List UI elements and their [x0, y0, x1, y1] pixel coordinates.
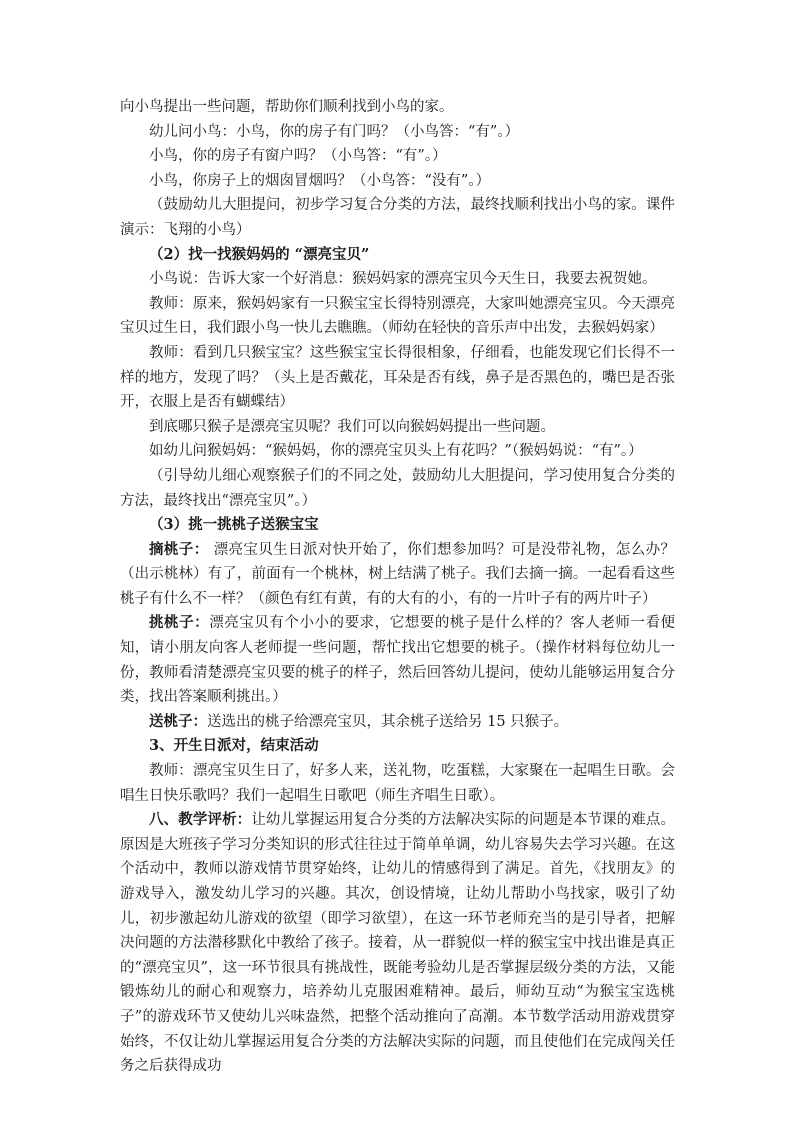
- paragraph-teacher-1: 教师：原来，猴妈妈家有一只猴宝宝长得特别漂亮，大家叫她漂亮宝贝。今天漂亮宝贝过生日，我们跟小鸟一快儿去瞧瞧。（师幼在轻快的音乐声中出发，去猴妈妈家）: [120, 295, 675, 337]
- paragraph-choose-peach: [120, 611, 675, 709]
- text-choose-peach: 漂亮宝贝有个小小的要求，它想要的桃子是什么样的？客人老师一看便知，请小朋友向客人老师提一些问题，帮忙找出它想要的桃子。（操作材料每位幼儿一份，教师看清楚漂亮宝贝要的桃子的样子，然后回答幼儿提问，使幼儿能够运用复合分类，找出答案顺利挑出。）: [120, 615, 676, 706]
- text-evaluation: 让幼儿掌握运用复合分类的方法解决实际的问题是本节课的难点。原因是大班孩子学习分类知识的形式往往过于简单单调，幼儿容易失去学习兴趣。在这个活动中，教师以游戏情节贯穿始终，让幼儿的情感得到了满足。首先，《找朋友》的游戏导入，激发幼儿学习的兴趣。其次，创设情境，让幼儿帮助小鸟找家，吸引了幼儿，初步激起幼儿游戏的欲望（即学习欲望），在这一环节老师充当的是引导者，把解决问题的方法潜移默化中教给了孩子。接着，从一群貌似一样的猴宝宝中找出谁是真正的“漂亮宝贝”，这一环节很具有挑战性，既能考验幼儿是否掌握层级分类的方法，又能锻炼幼儿的耐心和观察力，培养幼儿克服困难精神。最后，师幼互动“为猴宝宝选桃子”的游戏环节又使幼儿兴味盎然，把整个活动推向了高潮。本节数学活动用游戏贯穿始终，不仅让幼儿掌握运用复合分类的方法解决实际的问题，而且使他们在完成闯关任务之后获得成功: [120, 812, 676, 1075]
- paragraph-pick-peach: [120, 538, 675, 612]
- lead-pick-peach: 摘桃子：: [149, 540, 209, 558]
- lead-choose-peach: 挑桃子：: [149, 614, 210, 632]
- paragraph-question-chimney: 小鸟，你房子上的烟囱冒烟吗？（小鸟答：“没有”。）: [149, 172, 491, 189]
- paragraph-evaluation: [120, 808, 675, 1079]
- paragraph-teacher-party: 教师：漂亮宝贝生日了，好多人来，送礼物，吃蛋糕，大家聚在一起唱生日歌。会唱生日快乐歌吗？我们一起唱生日歌吧（师生齐唱生日歌）。: [120, 763, 675, 804]
- paragraph-question-door: 幼儿问小鸟：小鸟，你的房子有门吗？（小鸟答：“有”。）: [149, 123, 520, 140]
- paragraph-ask-mother: 如幼儿问猴妈妈：“猴妈妈，你的漂亮宝贝头上有花吗？”（猴妈妈说：“有”。）: [149, 443, 643, 460]
- paragraph-teacher-2: 教师：看到几只猴宝宝？这些猴宝宝长得很相象，仔细看，也能发现它们长得不一样的地方，发现了吗？（头上是否戴花，耳朵是否有线，鼻子是否黑色的，嘴巴是否张开，衣服上是否有蝴蝶结）: [120, 344, 675, 411]
- section-heading-party: 3、开生日派对，结束活动: [149, 737, 319, 755]
- paragraph-note-monkey: （引导幼儿细心观察猴子们的不同之处，鼓励幼儿大胆提问，学习使用复合分类的方法，最终找出“漂亮宝贝”。）: [120, 467, 675, 509]
- section-heading-2: （2）找一找猴妈妈的 “漂亮宝贝”: [149, 245, 370, 263]
- text-pick-peach: 漂亮宝贝生日派对快开始了，你们想参加吗？可是没带礼物，怎么办？（出示桃林）有了，前面有一个桃林，树上结满了桃子。我们去摘一摘。一起看看这些桃子有什么不一样？（颜色有红有黄，有的大有的小，有的一片叶子有的两片叶子）: [120, 541, 676, 607]
- paragraph-give-peach: [120, 710, 675, 735]
- paragraph-question-window: 小鸟，你的房子有窗户吗？（小鸟答：“有”。）: [149, 148, 447, 165]
- paragraph-which-monkey: 到底哪只猴子是漂亮宝贝呢？我们可以向猴妈妈提出一些问题。: [149, 418, 555, 435]
- lead-evaluation: 八、教学评析：: [149, 811, 252, 829]
- paragraph-intro: 向小鸟提出一些问题，帮助你们顺利找到小鸟的家。: [120, 99, 454, 115]
- paragraph-note-bird: （鼓励幼儿大胆提问，初步学习复合分类的方法，最终找顺利找出小鸟的家。课件演示：飞翔的小鸟）: [120, 197, 675, 238]
- text-give-peach: 送选出的桃子给漂亮宝贝，其余桃子送给另 15 只猴子。: [207, 713, 569, 730]
- paragraph-bird-says: 小鸟说：告诉大家一个好消息：猴妈妈家的漂亮宝贝今天生日，我要去祝贺她。: [149, 271, 657, 288]
- body-text: [120, 95, 675, 1079]
- lead-give-peach: 送桃子：: [149, 712, 207, 730]
- section-heading-3: （3）挑一挑桃子送猴宝宝: [149, 516, 319, 534]
